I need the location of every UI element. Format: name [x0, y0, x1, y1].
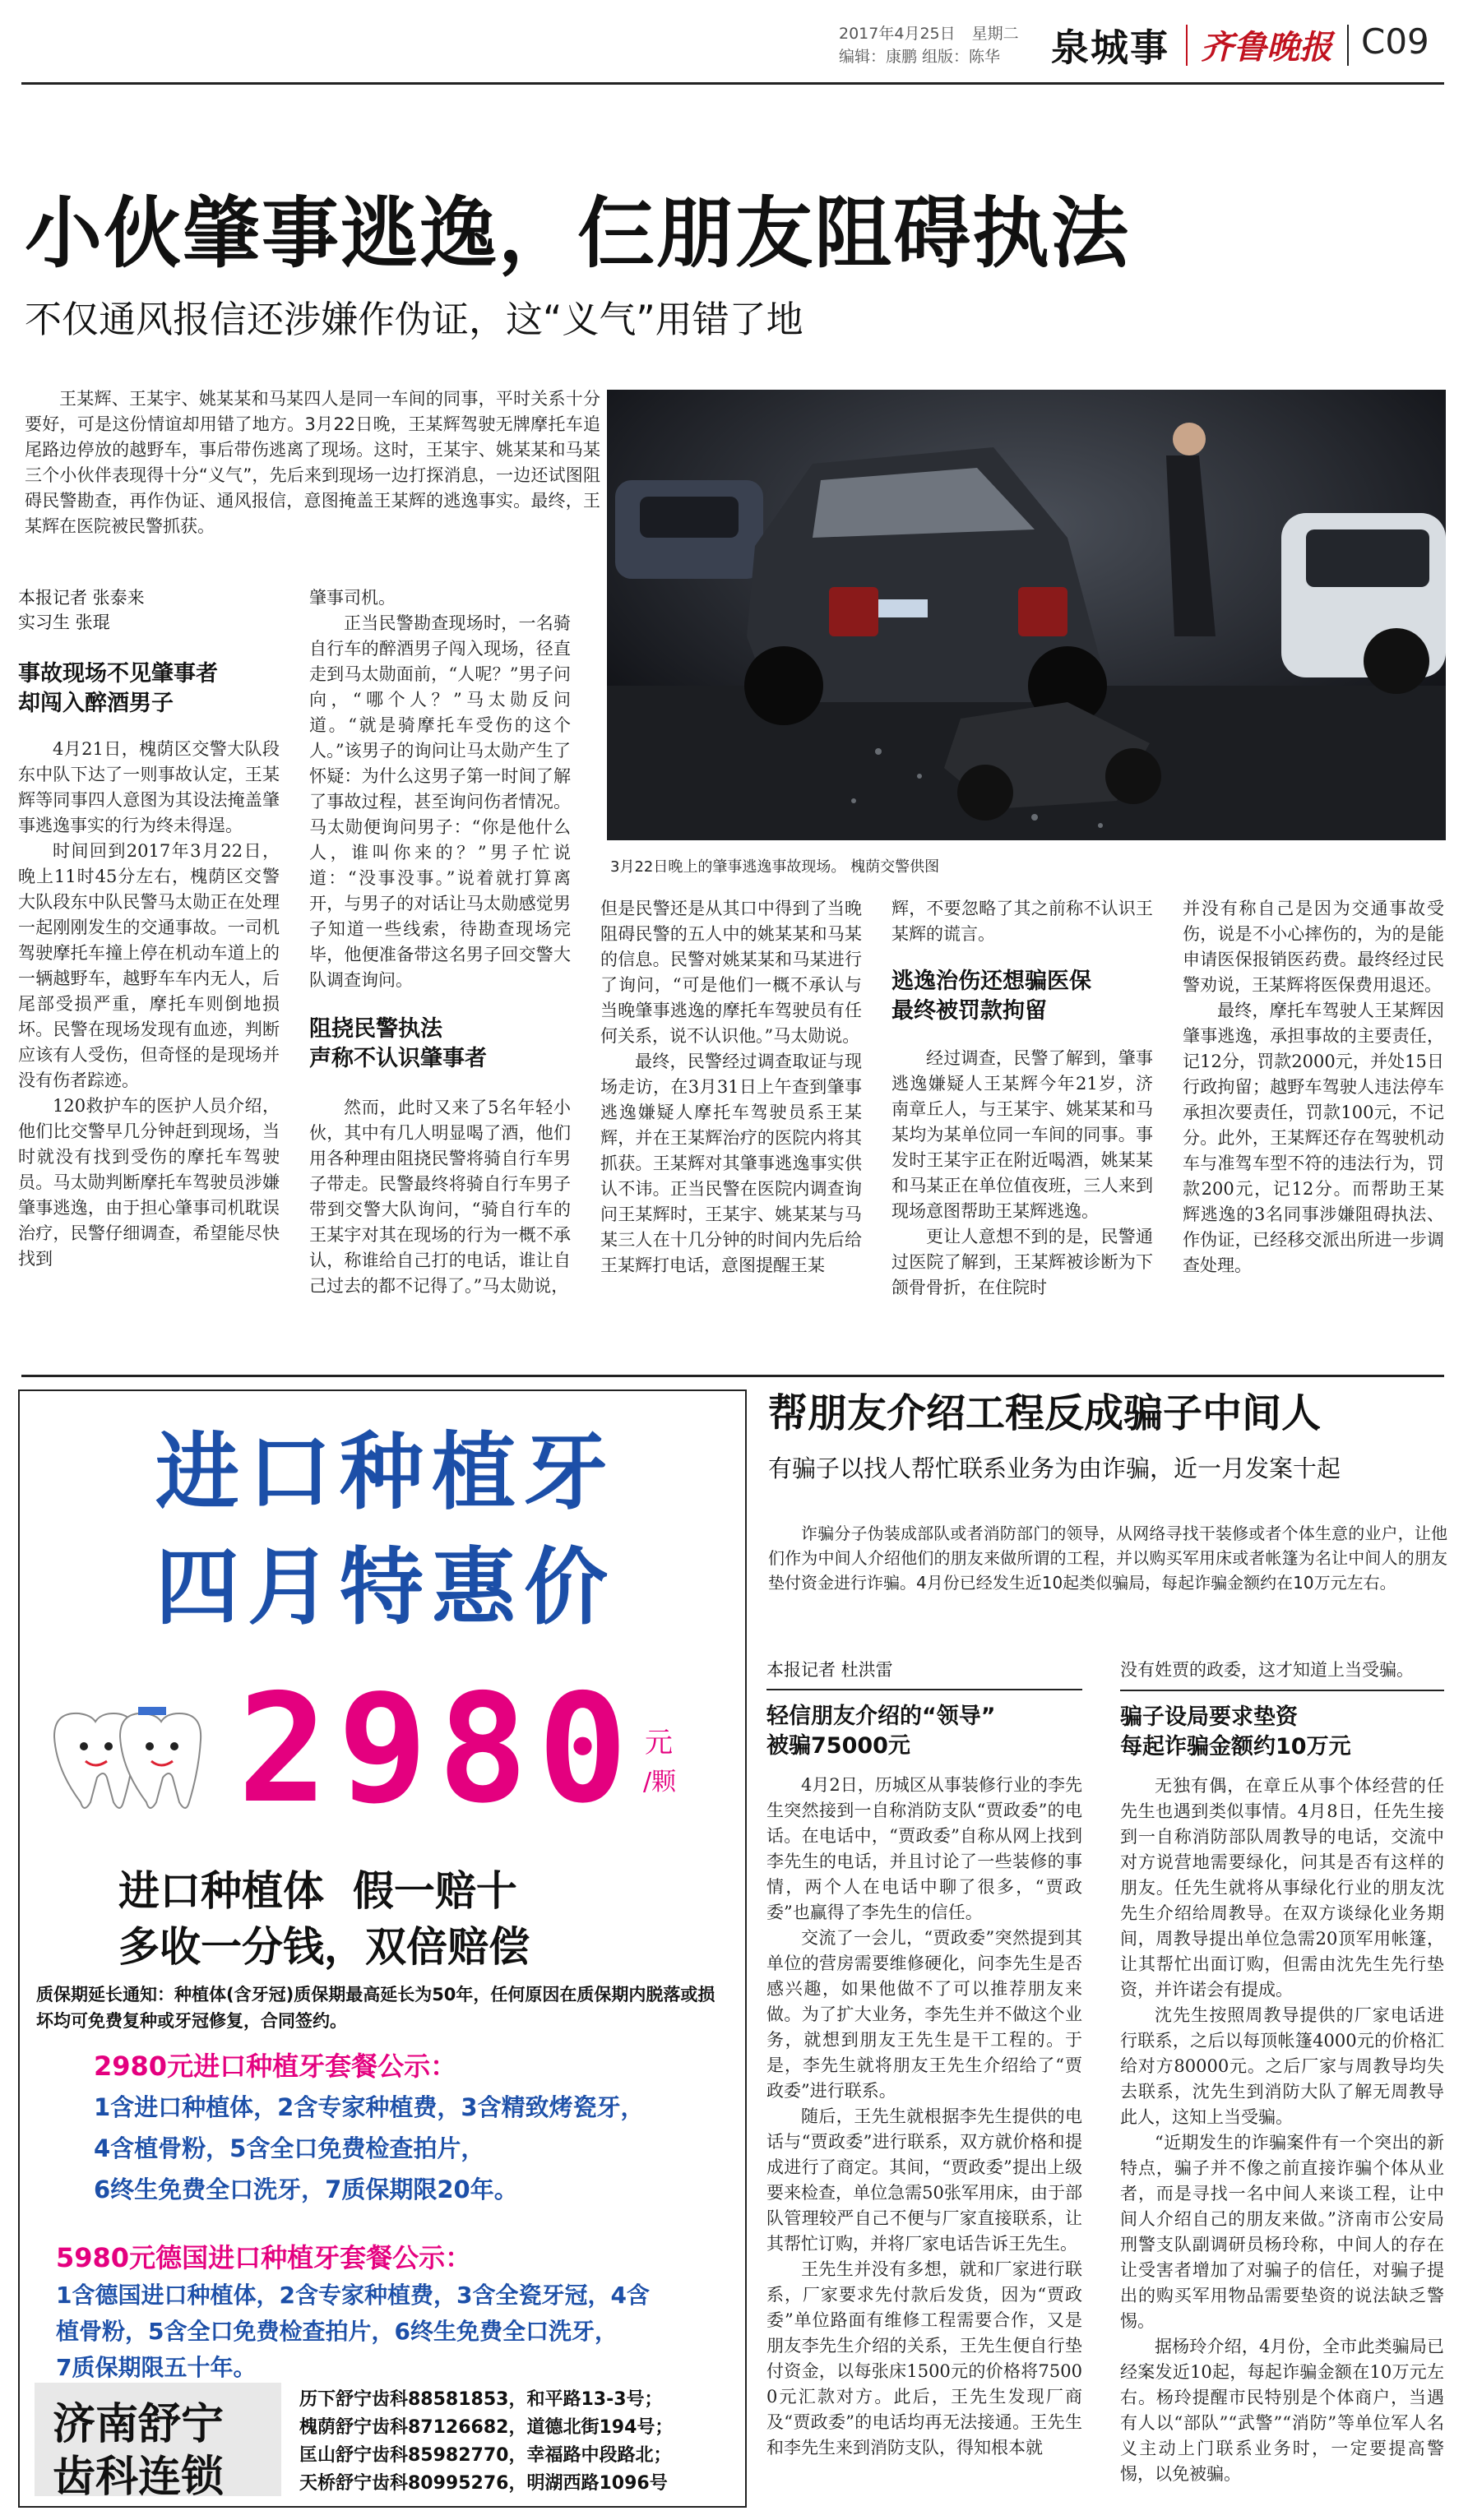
ad-package-1	[36, 2046, 732, 2226]
ad-package-2	[36, 2238, 732, 2386]
section-name: 泉城事	[1051, 25, 1169, 70]
story1-c2-p3: 然而，此时又来了5名年轻小伙，其中有几人明显喝了酒，他们用各种理由阻挠民警将骑自行车男子带走。民警最终将骑自行车男子带到交警大队询问，“骑自行车的王某宇对其在现场的行为一概不承认，称谁给自己打的电话，谁让自己过去的都不记得了。”马太勋说，	[309, 1098, 571, 1296]
story2-c1-p2: 交流了一会儿，“贾政委”突然提到其单位的营房需要维修硬化，问李先生是否感兴趣，如果他做不了可以推荐朋友来做。为了扩大业务，李先生并不做这个业务，就想到朋友王先生是干工程的。于是，李先生就将朋友王先生介绍给了“贾政委”进行联系。	[766, 1928, 1082, 2101]
package-2-line-1: 1含德国进口种植体，2含专家种植费，3含全瓷牙冠，4含	[56, 2282, 650, 2309]
package-1-line-3: 6终生免费全口洗牙，7质保期限20年。	[94, 2176, 518, 2203]
story2-c1-p4: 王先生并没有多想，就和厂家进行联系，厂家要求先付款后发货，因为“贾政委”单位路面有维修工程需要合作，又是朋友李先生介绍的关系，王先生便自行垫付资金，以每张床1500元的价格将75000元汇款对方。此后，王先生发现厂商及“贾政委”的电话均再无法接通。王先生和李先生来到消防支队，得知根本就	[766, 2259, 1082, 2458]
ad-title-1: 进口种植牙	[155, 1424, 616, 1522]
story2-col1	[766, 1658, 1082, 2513]
col2-rule	[1120, 1690, 1444, 1691]
dental-advertisement	[18, 1389, 747, 2508]
story1-c3-p2: 最终，民警经过调查取证与现场走访，在3月31日上午查到肇事逃逸嫌疑人摩托车驾驶员系王某辉，并在王某辉治疗的医院内将其抓获。王某辉对其肇事逃逸事实供认不讳。正当民警在医院内调查询问王某辉时，王某宇、姚某某与马某三人在十几分钟的时间内先后给王某辉打电话，意图提醒王某	[600, 1052, 862, 1275]
story1-c5-p1: 并没有称自己是因为交通事故受伤，说是不小心摔伤的，为的是能申请医保报销医药费。最终经过民警劝说，王某辉将医保费用退还。	[1183, 899, 1444, 995]
date-text: 2017年4月25日	[839, 25, 956, 43]
address-1: 历下舒宁齿科88581853，和平路13-3号；	[299, 2389, 663, 2410]
ad-promise-1: 进口种植体 假一赔十	[118, 1867, 517, 1915]
package-1-line-2: 4含植骨粉，5含全口免费检查拍片，	[94, 2134, 485, 2162]
story2-subhead: 有骗子以找人帮忙联系业务为由诈骗，近一月发案十起	[768, 1454, 1341, 1482]
story1-headline: 小伙肇事逃逸，仨朋友阻碍执法	[25, 189, 1131, 279]
story2-headline: 帮朋友介绍工程反成骗子中间人	[768, 1390, 1322, 1436]
package-2-line-2: 植骨粉，5含全口免费检查拍片，6终生免费全口洗牙，	[56, 2318, 618, 2345]
story1-subtitle-3: 逃逸治伤还想骗医保 最终被罚款拘留	[891, 969, 1091, 1024]
photo-caption: 3月22日晚上的肇事逃逸事故现场。 槐荫交警供图	[610, 858, 940, 876]
header-date	[839, 21, 1019, 44]
header-divider	[1186, 25, 1188, 66]
story1-col2	[309, 585, 571, 1366]
story1-col4	[891, 896, 1153, 1366]
weekday-text: 星期二	[971, 25, 1019, 43]
header-editors: 编辑：康鹏 组版：陈华	[839, 48, 1001, 66]
byline-reporter: 本报记者 张泰来	[18, 588, 145, 608]
byline-underline	[766, 1689, 1082, 1690]
story1-c2-p2: 正当民警勘查现场时，一名骑自行车的醉酒男子闯入现场，径直走到马太勋面前，“人呢？”男子问向，“哪个人？”马太勋反问道。“就是骑摩托车受伤的这个人。”该男子的询问让马太勋产生了怀疑：为什么这男子第一时间了解了事故过程，甚至询问伤者情况。马太勋便询问男子：“你是他什么人，谁叫你来的？”男子忙说道：“没事没事。”说着就打算离开，与男子的对话让马太勋感觉男子知道一些线索，待勘查现场完毕，他便准备带这名男子回交警大队调查询问。	[309, 613, 571, 990]
story2-c2-p5: 据杨玲介绍，4月份，全市此类骗局已经案发近10起，每起诈骗金额在10万元左右。杨玲提醒市民特别是个体商户，当遇有人以“部队”“武警”“消防”等单位军人名义主动上门联系业务时，一定要提高警惕，以免被骗。	[1120, 2337, 1444, 2484]
package-1-title: 2980元进口种植牙套餐公示：	[94, 2051, 457, 2082]
story2-c1-p3: 随后，王先生就根据李先生提供的电话与“贾政委”进行联系，双方就价格和提成进行了商定。其间，“贾政委”提出上级要来检查，单位急需50张军用床，由于部队管理较严自己不便与厂家直接联系，让其帮忙订购，并将厂家电话告诉王先生。	[766, 2106, 1082, 2254]
page-header	[0, 0, 1468, 82]
story1-c1-p2: 时间回到2017年3月22日，晚上11时45分左右，槐荫区交警大队段东中队民警马太勋正在处理一起刚刚发生的交通事故。一司机驾驶摩托车撞上停在机动车道上的一辆越野车，越野车车内无人，后尾部受损严重，摩托车则倒地损坏。民警在现场发现有血迹，判断应该有人受伤，但奇怪的是现场并没有伤者踪迹。	[18, 841, 280, 1090]
story2-c2-p4: “近期发生的诈骗案件有一个突出的新特点，骗子并不像之前直接诈骗个体从业者，而是寻找一名中间人来谈工程，让中间人介绍自己的朋友来做。”济南市公安局刑警支队副调研员杨玲称，中间人的存在让受害者增加了对骗子的信任，对骗子提出的购买军用物品需要垫资的说法缺乏警惕。	[1120, 2133, 1444, 2331]
package-1-line-1: 1含进口种植体，2含专家种植费，3含精致烤瓷牙，	[94, 2093, 645, 2121]
ad-brand-box	[35, 2383, 281, 2502]
ad-price-per: /颗	[643, 1768, 677, 1796]
story1-col5	[1183, 896, 1444, 1366]
story1-c4-p3: 更让人意想不到的是，民警通过医院了解到，王某辉被诊断为下颌骨骨折，在住院时	[891, 1227, 1153, 1297]
header-rule	[21, 82, 1444, 85]
story1-lead	[25, 386, 600, 543]
story1-subtitle-2: 阻挠民警执法 声称不认识肇事者	[309, 1016, 487, 1071]
story1-subhead: 不仅通风报信还涉嫌作伪证，这“义气”用错了地	[25, 298, 803, 341]
header-divider-2	[1347, 25, 1349, 66]
ad-title-2: 四月特惠价	[155, 1539, 616, 1637]
ad-price-unit: 元	[645, 1727, 673, 1759]
ad-promise-2: 多收一分钱，双倍赔偿	[118, 1923, 530, 1971]
address-4: 天桥舒宁齿科80995276，明湖西路1096号	[299, 2473, 668, 2494]
page-number: C09	[1361, 21, 1429, 62]
story1-c2-p1: 肇事司机。	[309, 588, 396, 608]
story1-col3	[600, 896, 862, 1366]
package-2-title: 5980元德国进口种植牙套餐公示：	[56, 2242, 472, 2273]
story2-c2-p1: 没有姓贾的政委，这才知道上当受骗。	[1120, 1660, 1414, 1680]
package-2-line-3: 7质保期限五十年。	[56, 2354, 257, 2381]
story2-lead	[768, 1521, 1447, 1646]
story1-c5-p2: 最终，摩托车驾驶人王某辉因肇事逃逸，承担事故的主要责任，记12分，罚款2000元，并处15日行政拘留；越野车驾驶人违法停车承担次要责任，罚款100元，不记分。此外，王某辉还存在驾驶机动车与准驾车型不符的违法行为，罚款200元，记12分。而帮助王某辉逃逸的3名同事涉嫌阻碍执法、作伪证，已经移交派出所进一步调查处理。	[1183, 1001, 1444, 1275]
ad-price: 2980	[238, 1662, 638, 1836]
story2-col2	[1120, 1658, 1444, 2513]
accident-scene-image	[607, 390, 1446, 840]
brand-name-2: 齿科连锁	[53, 2453, 225, 2502]
story2-lead-text: 诈骗分子伪装成部队或者消防部门的领导，从网络寻找干装修或者个体生意的业户，让他们作为中间人介绍他们的朋友来做所谓的工程，并以购买军用床或者帐篷为名让中间人的朋友垫付资金进行诈骗。4月份已经发生近10起类似骗局，每起诈骗金额约在10万元左右。	[768, 1524, 1447, 1593]
brand-name-1: 济南舒宁	[53, 2400, 225, 2449]
story1-subtitle-1: 事故现场不见肇事者 却闯入醉酒男子	[18, 661, 218, 716]
byline-intern: 实习生 张琨	[18, 613, 110, 632]
ad-addresses	[299, 2386, 735, 2498]
story2-byline: 本报记者 杜洪雷	[766, 1660, 893, 1680]
ad-warranty: 质保期延长通知：种植体(含牙冠)质保期最高延长为50年，任何原因在质保期内脱落或损坏均可免费复种或牙冠修复，合同签约。	[36, 1985, 715, 2031]
story1-c3-p1: 但是民警还是从其口中得到了当晚阻碍民警的五人中的姚某某和马某的信息。民警对姚某某和马某进行了询问，“可是他们一概不承认与当晚肇事逃逸的摩托车驾驶员有任何关系，说不认识他。”马太勋说。	[600, 899, 862, 1046]
story2-c1-p1: 4月2日，历城区从事装修行业的李先生突然接到一自称消防支队“贾政委”的电话。在电话中，“贾政委”自称从网上找到李先生的电话，并且讨论了一些装修的事情，两个人在电话中聊了很多，“贾政委”也赢得了李先生的信任。	[766, 1775, 1082, 1922]
story2-c2-p2: 无独有偶，在章丘从事个体经营的任先生也遇到类似事情。4月8日，任先生接到一自称消防部队周教导的电话，交流中对方说营地需要绿化，问其是否有这样的朋友。任先生就将从事绿化行业的朋友沈先生介绍给周教导。在双方谈绿化业务期间，周教导提出单位急需20顶军用帐篷，让其帮忙出面订购，但需由沈先生先行垫资，并许诺会有提成。	[1120, 1776, 1444, 2000]
story1-lead-text: 王某辉、王某宇、姚某某和马某四人是同一车间的同事，平时关系十分要好，可是这份情谊却用错了地方。3月22日晚，王某辉驾驶无牌摩托车追尾路边停放的越野车，事后带伤逃离了现场。这时，王某宇、姚某某和马某三个小伙伴表现得十分“义气”，先后来到现场一边打探消息，一边还试图阻碍民警勘查，再作伪证、通风报信，意图掩盖王某辉的逃逸事实。最终，王某辉在医院被民警抓获。	[25, 389, 600, 536]
story1-c1-p1: 4月21日，槐荫区交警大队段东中队下达了一则事故认定，王某辉等同事四人意图为其设法掩盖肇事逃逸事实的行为终未得逞。	[18, 739, 280, 835]
story1-col1	[18, 585, 280, 1366]
story-divider	[21, 1375, 1444, 1377]
address-3: 匡山舒宁齿科85982770，幸福路中段路北；	[299, 2445, 672, 2466]
address-2: 槐荫舒宁齿科87126682，道德北街194号；	[299, 2417, 674, 2438]
story1-c1-p3: 120救护车的医护人员介绍，他们比交警早几分钟赶到现场，当时就没有找到受伤的摩托车驾驶员。马太勋判断摩托车驾驶员涉嫌肇事逃逸，由于担心肇事司机耽误治疗，民警仔细调查，希望能尽快找到	[18, 1096, 280, 1269]
story1-c4-p1: 辉，不要忽略了其之前称不认识王某辉的谎言。	[891, 899, 1153, 944]
paper-logo: 齐鲁晚报	[1201, 28, 1332, 67]
story1-photo	[607, 390, 1446, 840]
story2-subtitle-1: 轻信朋友介绍的“领导” 被骗75000元	[766, 1704, 996, 1759]
story2-subtitle-2: 骗子设局要求垫资 每起诈骗金额约10万元	[1120, 1704, 1351, 1759]
tooth-mascot-icon	[38, 1704, 211, 1827]
story1-c4-p2: 经过调查，民警了解到，肇事逃逸嫌疑人王某辉今年21岁，济南章丘人，与王某宇、姚某某和马某均为某单位同一车间的同事。事发时王某宇正在附近喝酒，姚某某和马某正在单位值夜班，三人来到现场意图帮助王某辉逃逸。	[891, 1048, 1153, 1221]
story2-c2-p3: 沈先生按照周教导提供的厂家电话进行联系，之后以每顶帐篷4000元的价格汇给对方80000元。之后厂家与周教导均失去联系，沈先生到消防大队了解无周教导此人，这知上当受骗。	[1120, 2005, 1444, 2127]
